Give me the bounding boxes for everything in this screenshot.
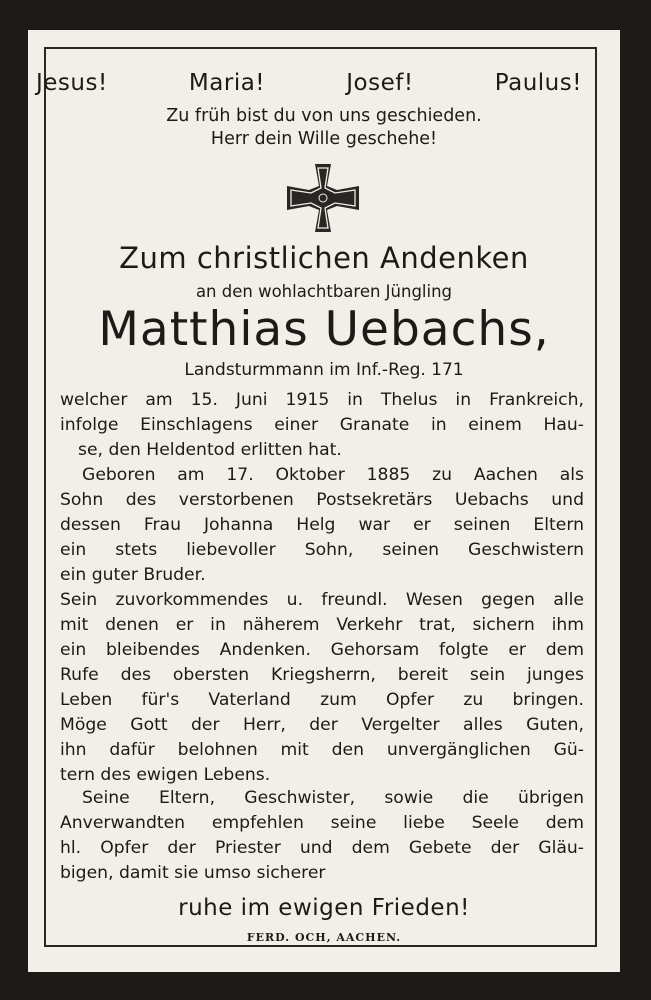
deceased-name: Matthias Uebachs, — [98, 302, 550, 357]
text-line: Sohn des verstorbenen Postsekretärs Uebachs und — [60, 490, 584, 510]
text-line: Geboren am 17. Oktober 1885 zu Aachen als — [82, 465, 584, 485]
closing-line: ruhe im ewigen Frieden! — [178, 895, 470, 921]
paragraph-prayer — [60, 786, 584, 886]
text-line: se, den Heldentod erlitten hat. — [78, 440, 342, 460]
invocations-row — [36, 70, 582, 96]
text-line: ein guter Bruder. — [60, 565, 206, 585]
verse-line-2: Herr dein Wille geschehe! — [210, 129, 438, 149]
text-line: Seine Eltern, Geschwister, sowie die übrigen — [82, 788, 584, 808]
invocation-josef: Josef! — [346, 70, 414, 96]
invocation-maria: Maria! — [188, 70, 266, 96]
text-line: dessen Frau Johanna Helg war er seinen Eltern — [60, 515, 584, 535]
text-line: bigen, damit sie umso sicherer — [60, 863, 326, 883]
deceased-rank: Landsturmmann im Inf.-Reg. 171 — [184, 360, 464, 380]
paragraph-death — [60, 388, 584, 463]
text-line: infolge Einschlagens einer Granate in einem Hau- — [60, 415, 584, 435]
verse-line-1: Zu früh bist du von uns geschieden. — [166, 106, 482, 126]
paragraph-character — [60, 588, 584, 788]
text-line: Rufe des obersten Kriegsherrn, bereit sein junges — [60, 665, 584, 685]
memorial-title: Zum christlichen Andenken — [119, 241, 529, 275]
text-line: Leben für's Vaterland zum Opfer zu bringen. — [60, 690, 584, 710]
text-line: ein stets liebevoller Sohn, seinen Geschwistern — [60, 540, 584, 560]
text-line: ihn dafür belohnen mit den unvergänglichen Gü- — [60, 740, 584, 760]
text-line: welcher am 15. Juni 1915 in Thelus in Frankreich, — [60, 390, 584, 410]
iron-cross-icon — [285, 162, 361, 234]
text-line: Anverwandten empfehlen seine liebe Seele dem — [60, 813, 584, 833]
text-line: hl. Opfer der Priester und dem Gebete der Gläu- — [60, 838, 584, 858]
invocation-paulus: Paulus! — [494, 70, 582, 96]
text-line: Möge Gott der Herr, der Vergelter alles Guten, — [60, 715, 584, 735]
memorial-subtitle: an den wohlachtbaren Jüngling — [195, 282, 453, 301]
text-line: tern des ewigen Lebens. — [60, 765, 271, 785]
paragraph-birth — [60, 463, 584, 588]
printer-imprint: FERD. OCH, AACHEN. — [246, 931, 402, 944]
invocation-jesus: Jesus! — [36, 70, 108, 96]
text-line: ein bleibendes Andenken. Gehorsam folgte er dem — [60, 640, 584, 660]
text-line: Sein zuvorkommendes u. freundl. Wesen gegen alle — [60, 590, 584, 610]
text-line: mit denen er in näherem Verkehr trat, sichern ihm — [60, 615, 584, 635]
